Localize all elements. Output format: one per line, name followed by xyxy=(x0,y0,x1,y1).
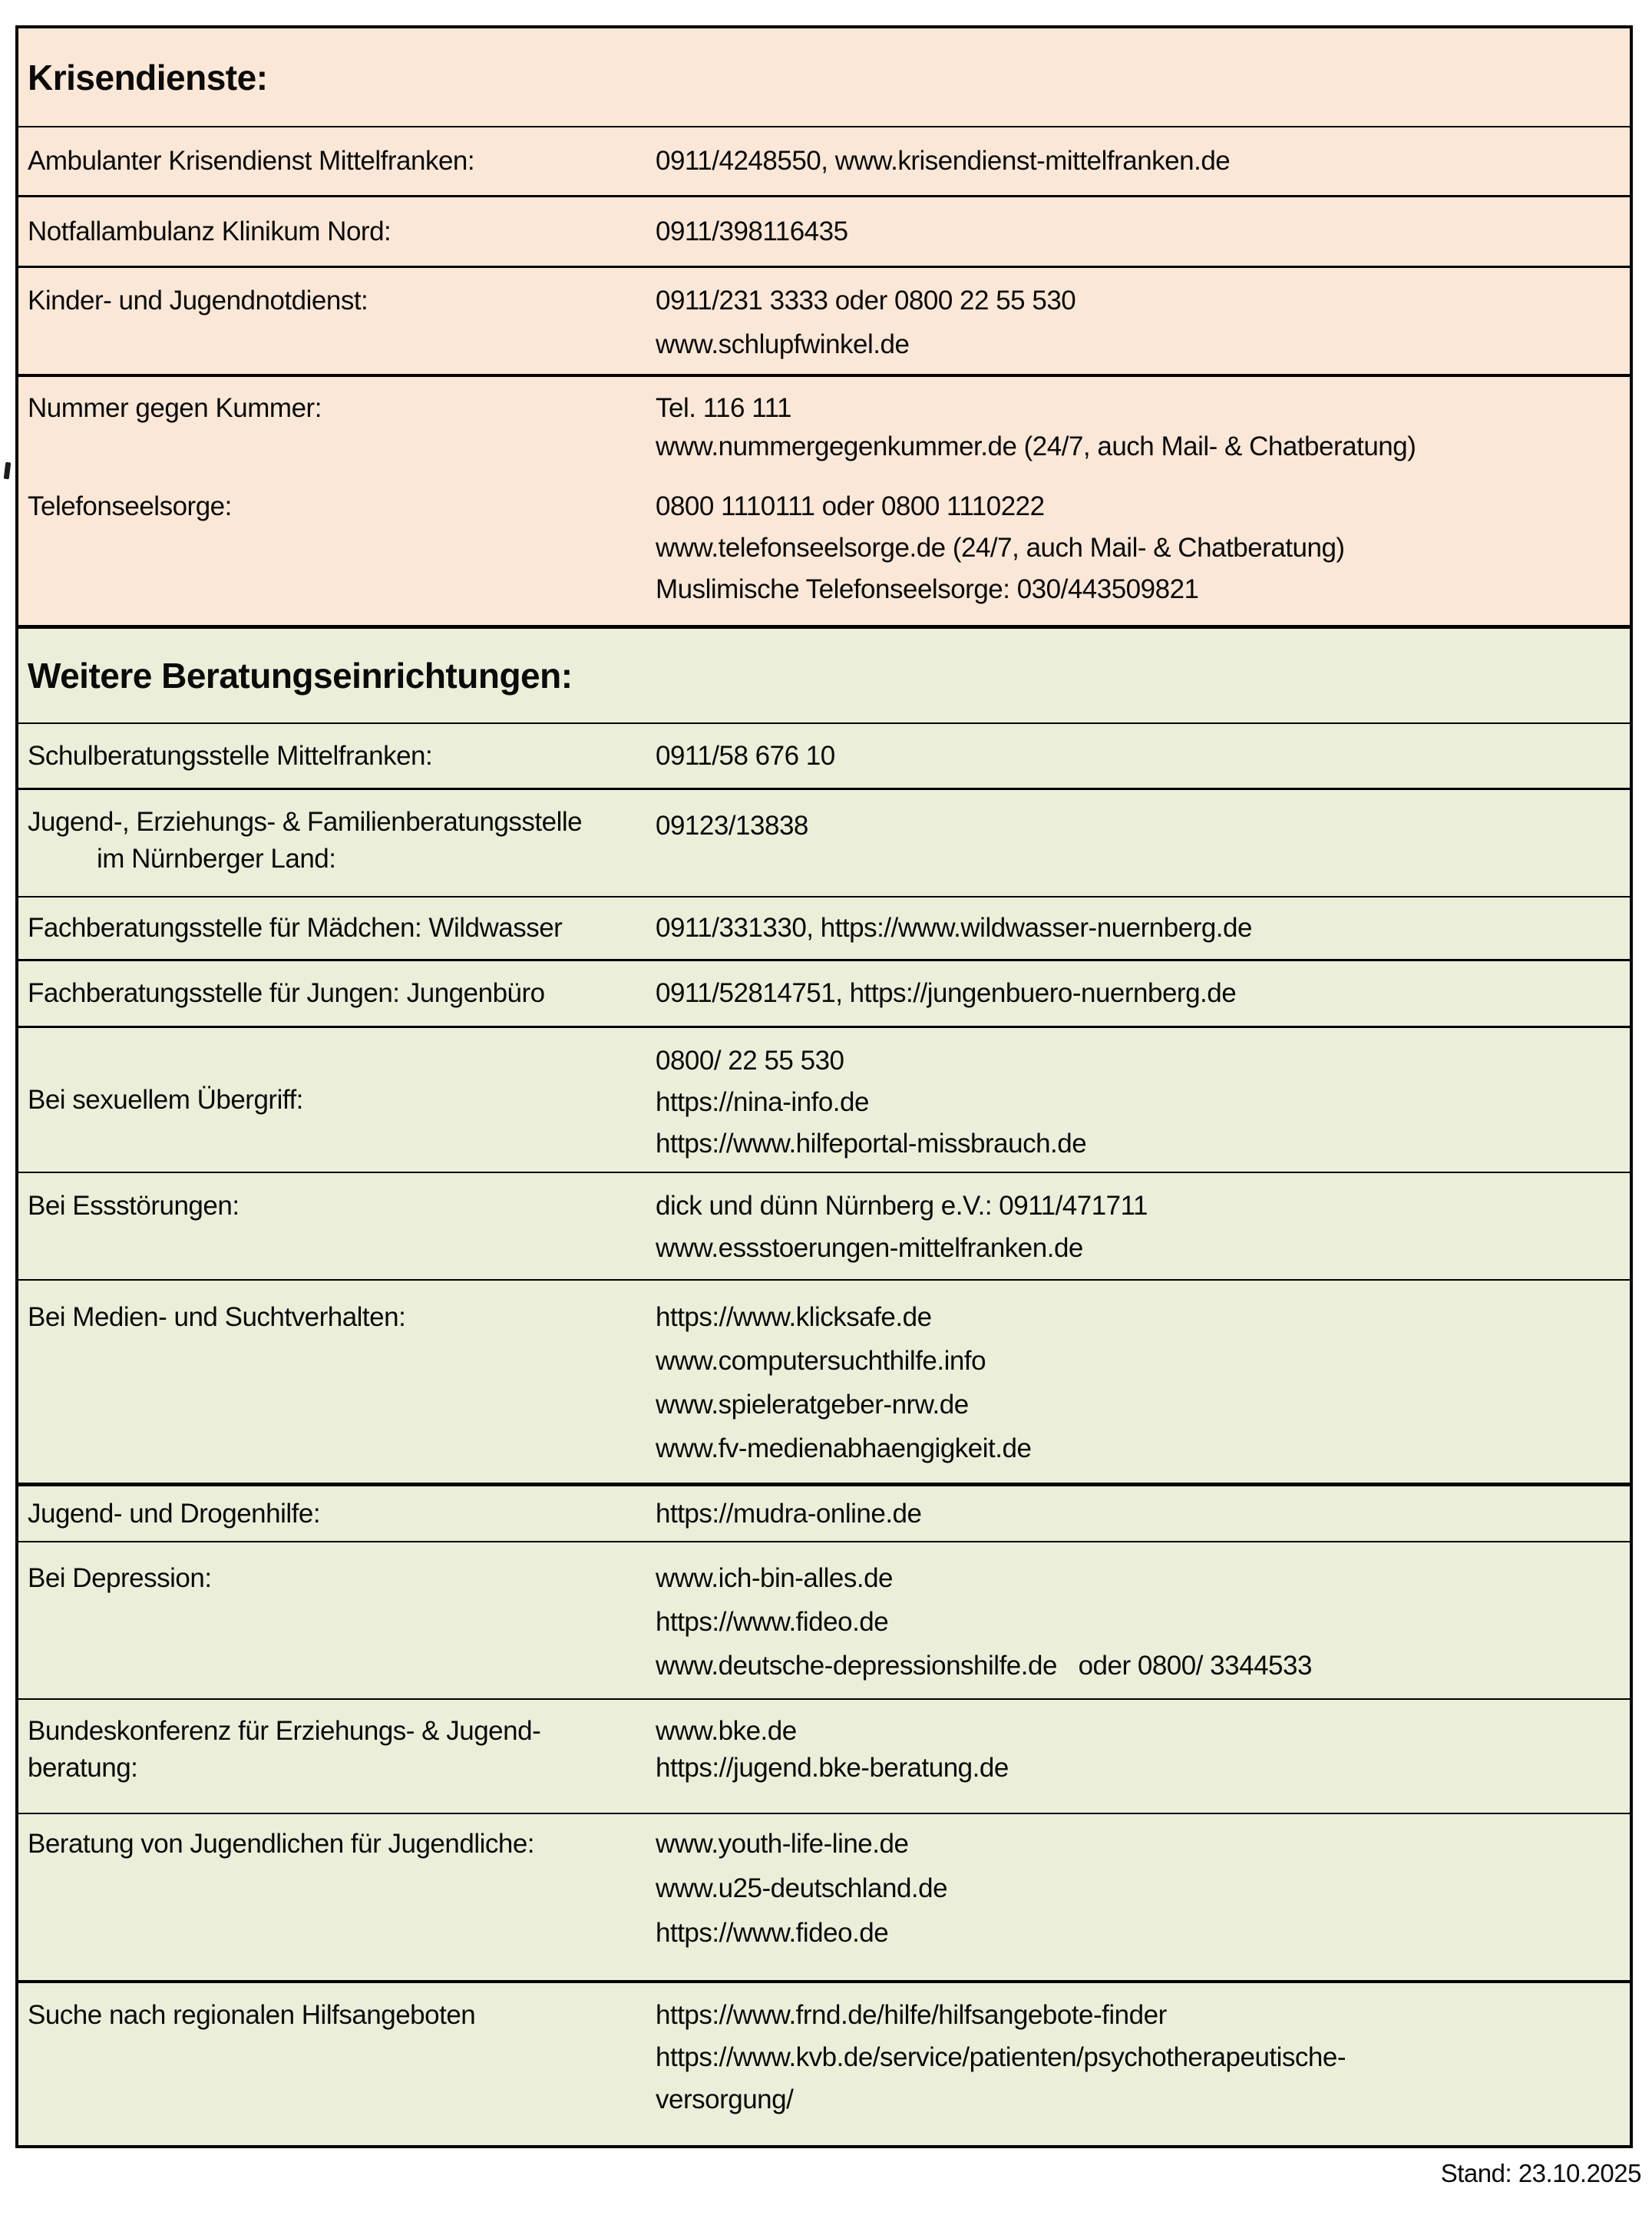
table-row xyxy=(18,1483,1630,1541)
table-row xyxy=(18,266,1630,374)
value-line: Muslimische Telefonseelsorge: 030/443509821 xyxy=(656,574,1199,604)
row-label xyxy=(18,486,656,610)
value-line: www.schlupfwinkel.de xyxy=(656,329,910,359)
value-line: https://nina-info.de xyxy=(656,1087,869,1117)
value-line: 0800/ 22 55 530 xyxy=(656,1046,844,1076)
label-line: Bei Depression: xyxy=(28,1563,212,1593)
value-line: 0911/52814751, https://jungenbuero-nuernberg.de xyxy=(656,978,1237,1008)
value-line: https://www.fideo.de xyxy=(656,1918,889,1948)
value-line: 0911/58 676 10 xyxy=(656,740,835,771)
value-line: www.fv-medienabhaengigkeit.de xyxy=(656,1433,1032,1463)
value-line: www.bke.de xyxy=(656,1716,797,1746)
label-line: im Nürnberger Land: xyxy=(97,844,336,874)
row-value xyxy=(656,739,1630,773)
table-row xyxy=(18,126,1630,195)
row-value xyxy=(656,1700,1630,1813)
row-value xyxy=(656,911,1630,945)
label-line: Kinder- und Jugendnotdienst: xyxy=(28,286,368,316)
value-line: https://www.fideo.de xyxy=(656,1607,889,1637)
row-label xyxy=(18,977,656,1010)
value-line: Tel. 116 111 xyxy=(656,393,791,423)
value-line: 0800 1110111 oder 0800 1110222 xyxy=(656,491,1045,521)
row-value xyxy=(656,144,1630,178)
row-value xyxy=(656,790,1630,896)
value-line: www.nummergegenkummer.de (24/7, auch Mail- & Chatberatung) xyxy=(656,431,1416,461)
table-row xyxy=(18,722,1630,788)
section-title-text: Krisendienste: xyxy=(28,57,268,98)
row-label xyxy=(18,389,656,466)
value-line: dick und dünn Nürnberg e.V.: 0911/471711 xyxy=(656,1191,1148,1221)
table-row xyxy=(18,374,1630,625)
label-line: Fachberatungsstelle für Mädchen: Wildwasser xyxy=(28,913,563,943)
row-label xyxy=(18,1983,656,2145)
row-value xyxy=(656,1814,1630,1980)
row-label xyxy=(18,144,656,178)
label-line: Bundeskonferenz für Erziehungs- & Jugend- xyxy=(28,1716,541,1746)
row-value xyxy=(656,977,1630,1010)
label-line: Fachberatungsstelle für Jungen: Jungenbüro xyxy=(28,978,545,1008)
table-row xyxy=(18,1980,1630,2145)
label-line: Telefonseelsorge: xyxy=(28,491,232,521)
row-value xyxy=(656,1281,1630,1483)
value-line: https://www.kvb.de/service/patienten/psychotherapeutische- xyxy=(656,2042,1346,2072)
section-title-text: Weitere Beratungseinrichtungen: xyxy=(28,656,573,696)
label-line: beratung: xyxy=(28,1753,138,1783)
row-label xyxy=(18,268,656,374)
row-value xyxy=(656,486,1630,610)
table-row xyxy=(18,1541,1630,1698)
row-value xyxy=(656,1542,1630,1698)
row-label xyxy=(18,1281,656,1483)
row-label xyxy=(18,1497,656,1531)
value-line: www.computersuchthilfe.info xyxy=(656,1346,986,1376)
label-line: Ambulanter Krisendienst Mittelfranken: xyxy=(28,146,475,176)
value-line: 0911/4248550, www.krisendienst-mittelfranken.de xyxy=(656,146,1231,176)
row-label xyxy=(18,1028,656,1172)
contacts-table xyxy=(15,25,1633,2148)
value-line: www.deutsche-depressionshilfe.de oder 0800/ 3344533 xyxy=(656,1651,1312,1681)
value-line: 09123/13838 xyxy=(656,811,808,841)
row-label xyxy=(18,1700,656,1813)
value-line: www.ich-bin-alles.de xyxy=(656,1563,894,1593)
value-line: www.spieleratgeber-nrw.de xyxy=(656,1390,969,1420)
label-line: Bei Essstörungen: xyxy=(28,1191,240,1221)
table-section xyxy=(18,28,1630,625)
label-line: Beratung von Jugendlichen für Jugendliche: xyxy=(28,1829,535,1859)
table-row xyxy=(18,959,1630,1026)
row-value xyxy=(656,1173,1630,1279)
value-line: 0911/331330, https://www.wildwasser-nuernberg.de xyxy=(656,913,1252,943)
table-subrow xyxy=(18,377,1630,466)
value-line: https://www.hilfeportal-missbrauch.de xyxy=(656,1129,1087,1159)
row-value xyxy=(656,1028,1630,1172)
label-line: Suche nach regionalen Hilfsangeboten xyxy=(28,2000,476,2030)
value-line: www.essstoerungen-mittelfranken.de xyxy=(656,1233,1083,1263)
document-date: Stand: 23.10.2025 xyxy=(1440,2159,1641,2187)
value-line: 0911/231 3333 oder 0800 22 55 530 xyxy=(656,286,1076,316)
section-title xyxy=(18,625,1630,722)
row-label xyxy=(18,1173,656,1279)
table-row xyxy=(18,896,1630,959)
row-label xyxy=(18,215,656,249)
label-line: Jugend- und Drogenhilfe: xyxy=(28,1498,321,1529)
value-line: https://www.klicksafe.de xyxy=(656,1302,932,1332)
row-label xyxy=(18,790,656,896)
table-row xyxy=(18,1698,1630,1813)
row-label xyxy=(18,1542,656,1698)
value-line: https://mudra-online.de xyxy=(656,1498,922,1529)
label-line: Nummer gegen Kummer: xyxy=(28,393,322,423)
label-line: Bei sexuellem Übergriff: xyxy=(28,1084,303,1115)
label-line: Bei Medien- und Suchtverhalten: xyxy=(28,1302,406,1332)
label-line: Schulberatungsstelle Mittelfranken: xyxy=(28,740,433,771)
value-line: versorgung/ xyxy=(656,2084,794,2114)
value-line: https://jugend.bke-beratung.de xyxy=(656,1753,1009,1783)
table-row xyxy=(18,195,1630,266)
row-value xyxy=(656,389,1630,466)
value-line: www.youth-life-line.de xyxy=(656,1829,909,1859)
table-row xyxy=(18,1026,1630,1172)
label-line: Jugend-, Erziehungs- & Familienberatungsstelle xyxy=(28,807,583,837)
row-label xyxy=(18,739,656,773)
row-label xyxy=(18,911,656,945)
table-subrow xyxy=(18,486,1630,610)
value-line: 0911/398116435 xyxy=(656,216,848,246)
row-value xyxy=(656,268,1630,374)
value-line: www.telefonseelsorge.de (24/7, auch Mail- & Chatberatung) xyxy=(656,533,1345,563)
row-value xyxy=(656,215,1630,249)
table-row xyxy=(18,1279,1630,1483)
label-line: Notfallambulanz Klinikum Nord: xyxy=(28,216,392,246)
table-row xyxy=(18,788,1630,896)
row-value xyxy=(656,1983,1630,2145)
table-row xyxy=(18,1813,1630,1980)
row-value xyxy=(656,1497,1630,1531)
table-row xyxy=(18,1172,1630,1279)
value-line: https://www.frnd.de/hilfe/hilfsangebote-finder xyxy=(656,2000,1167,2030)
scan-artifact-mark xyxy=(4,462,12,480)
value-line: www.u25-deutschland.de xyxy=(656,1873,948,1903)
table-section xyxy=(18,625,1630,2145)
section-title xyxy=(18,28,1630,126)
row-label xyxy=(18,1814,656,1980)
